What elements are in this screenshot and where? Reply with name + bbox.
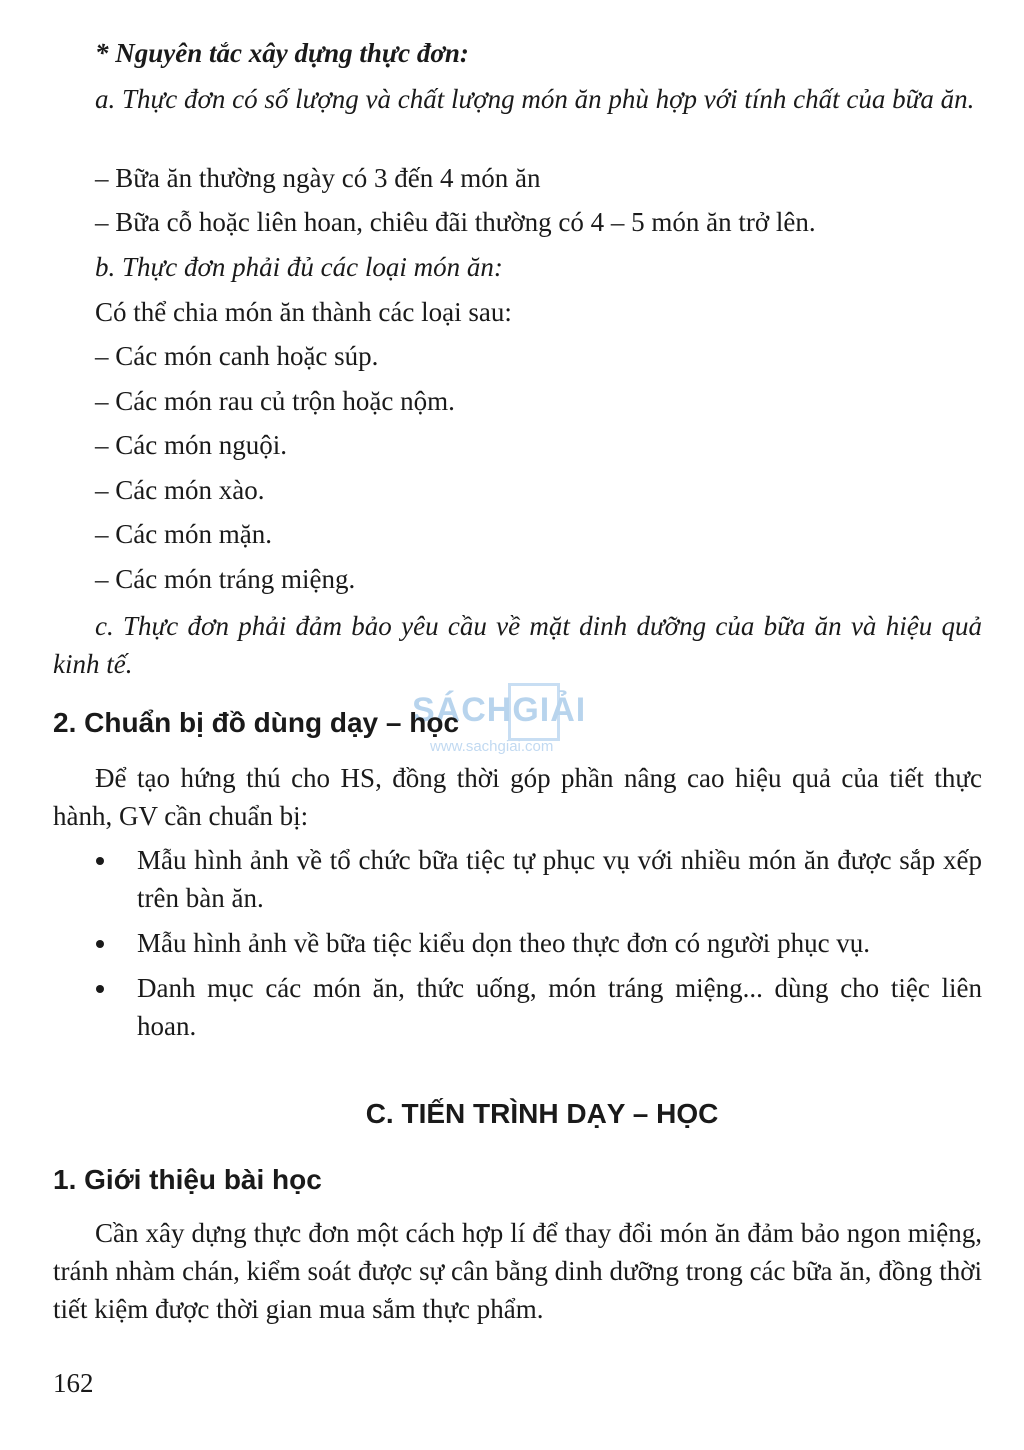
bullet-dot [96, 857, 104, 865]
prep-bullet-2: Mẫu hình ảnh về bữa tiệc kiểu dọn theo thực đơn có người phục vụ. [137, 928, 871, 958]
dish-type-cold: – Các món nguội. [95, 430, 287, 460]
prep-bullet-1: Mẫu hình ảnh về tổ chức bữa tiệc tự phục vụ với nhiều món ăn được sắp xếp trên bàn ăn. [137, 845, 982, 913]
bullet-dot [96, 940, 104, 948]
bullet-dot [96, 985, 104, 993]
dish-type-salad: – Các món rau củ trộn hoặc nộm. [95, 386, 455, 416]
dish-type-stirfry: – Các món xào. [95, 475, 265, 505]
watermark-url: www.sachgiai.com [430, 738, 554, 755]
dish-type-soup: – Các món canh hoặc súp. [95, 341, 379, 371]
dish-type-dessert: – Các món tráng miệng. [95, 564, 356, 594]
prep-bullet-3: Danh mục các món ăn, thức uống, món tráng miệng... dùng cho tiệc liên hoan. [137, 973, 982, 1041]
lesson-intro-heading: 1. Giới thiệu bài học [53, 1164, 322, 1195]
principle-a-item-1: – Bữa ăn thường ngày có 3 đến 4 món ăn [95, 163, 541, 193]
principle-b-intro: Có thể chia món ăn thành các loại sau: [95, 297, 512, 327]
principle-b: b. Thực đơn phải đủ các loại món ăn: [95, 252, 503, 282]
principles-heading: * Nguyên tắc xây dựng thực đơn: [95, 38, 469, 68]
section-c-title: C. TIẾN TRÌNH DẠY – HỌC [365, 1098, 719, 1129]
principle-a: a. Thực đơn có số lượng và chất lượng món ăn phù hợp với tính chất của bữa ăn. [95, 84, 975, 114]
dish-type-savory: – Các món mặn. [95, 519, 272, 549]
prep-heading: 2. Chuẩn bị đồ dùng dạy – học [53, 707, 460, 738]
lesson-intro-paragraph: Cần xây dựng thực đơn một cách hợp lí để thay đổi món ăn đảm bảo ngon miệng, tránh nhàm chán, kiểm soát được sự cân bằng dinh dưỡng trong các bữa ăn, đồng thời tiết kiệm được thời gian mua sắm thực phẩm. [53, 1218, 982, 1324]
principle-a-item-2: – Bữa cỗ hoặc liên hoan, chiêu đãi thường có 4 – 5 món ăn trở lên. [95, 207, 816, 237]
principle-c: c. Thực đơn phải đảm bảo yêu cầu về mặt dinh dưỡng của bữa ăn và hiệu quả kinh tế. [53, 611, 982, 679]
watermark-brand: SÁCHGIẢI [412, 691, 587, 729]
prep-intro: Để tạo hứng thú cho HS, đồng thời góp phần nâng cao hiệu quả của tiết thực hành, GV cần chuẩn bị: [53, 763, 982, 831]
page-number: 162 [53, 1368, 94, 1398]
